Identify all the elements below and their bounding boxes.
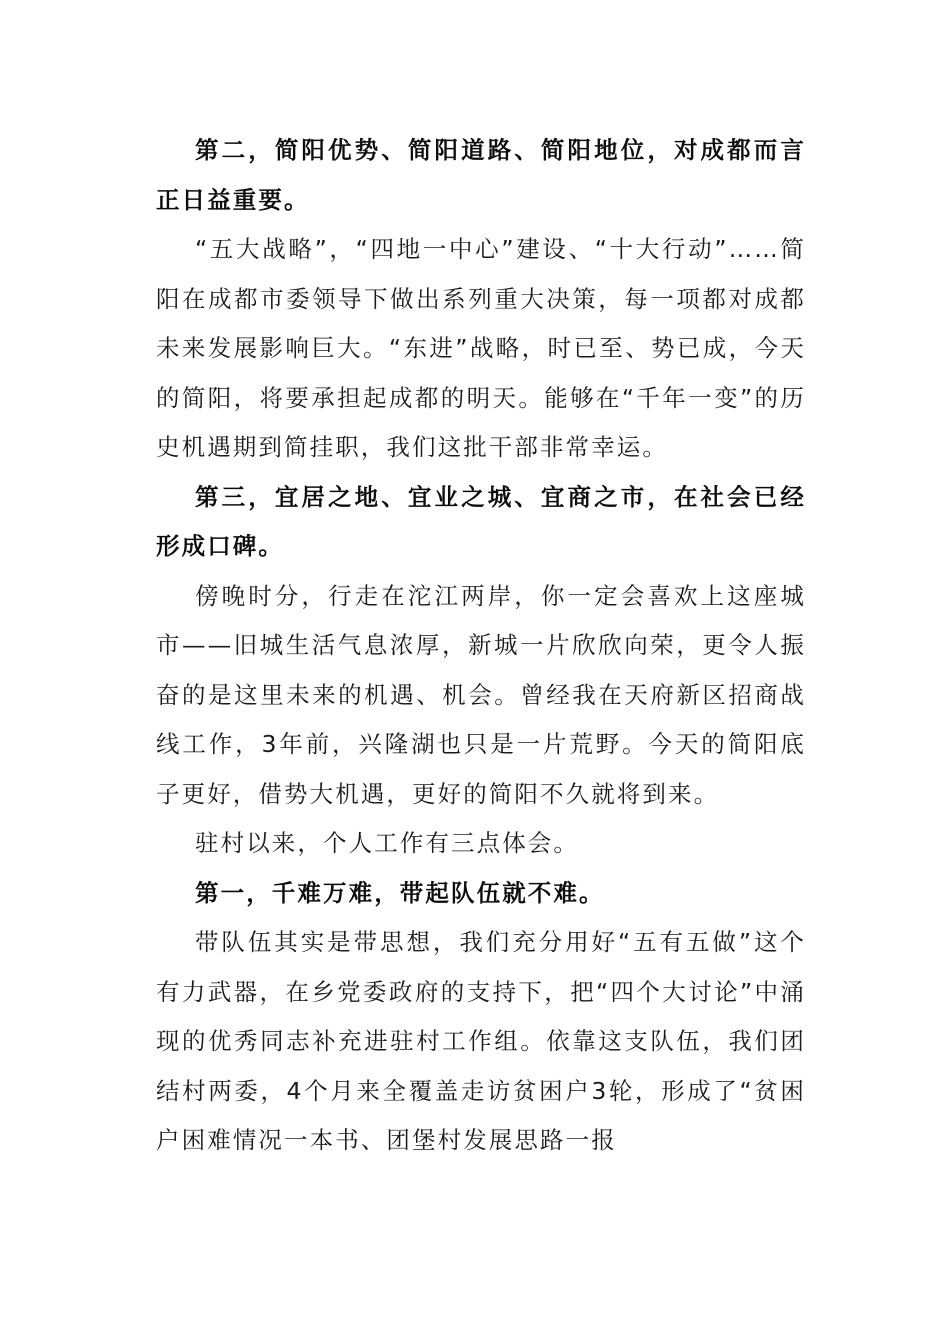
- body-paragraph: 傍晚时分，行走在沱江两岸，你一定会喜欢上这座城市——旧城生活气息浓厚，新城一片欣欣向荣，更令人振奋的是这里未来的机遇、机会。曾经我在天府新区招商战线工作，3年前，兴隆湖也只是一片荒野。今天的简阳底子更好，借势大机遇，更好的简阳不久就将到来。: [156, 581, 806, 808]
- document-body: [156, 126, 806, 1166]
- body-paragraph: 带队伍其实是带思想，我们充分用好“五有五做”这个有力武器，在乡党委政府的支持下，把“四个大讨论”中涌现的优秀同志补充进驻村工作组。依靠这支队伍，我们团结村两委，4个月来全覆盖走访贫困户3轮，形成了“贫困户困难情况一本书、团堡村发展思路一报: [156, 928, 806, 1154]
- section-heading-second: 第二，简阳优势、简阳道路、简阳地位，对成都而言正日益重要。: [156, 136, 806, 214]
- body-paragraph: 驻村以来，个人工作有三点体会。: [195, 829, 579, 857]
- section-heading-first: 第一，千难万难，带起队伍就不难。: [195, 878, 605, 907]
- body-paragraph: “五大战略”，“四地一中心”建设、“十大行动”……简阳在成都市委领导下做出系列重大决策，每一项都对成都未来发展影响巨大。“东进”战略，时已至、势已成，今天的简阳，将要承担起成都的明天。能够在“千年一变”的历史机遇期到简挂职，我们这批干部非常幸运。: [156, 235, 806, 461]
- section-heading-third: 第三，宜居之地、宜业之城、宜商之市，在社会已经形成口碑。: [156, 482, 806, 560]
